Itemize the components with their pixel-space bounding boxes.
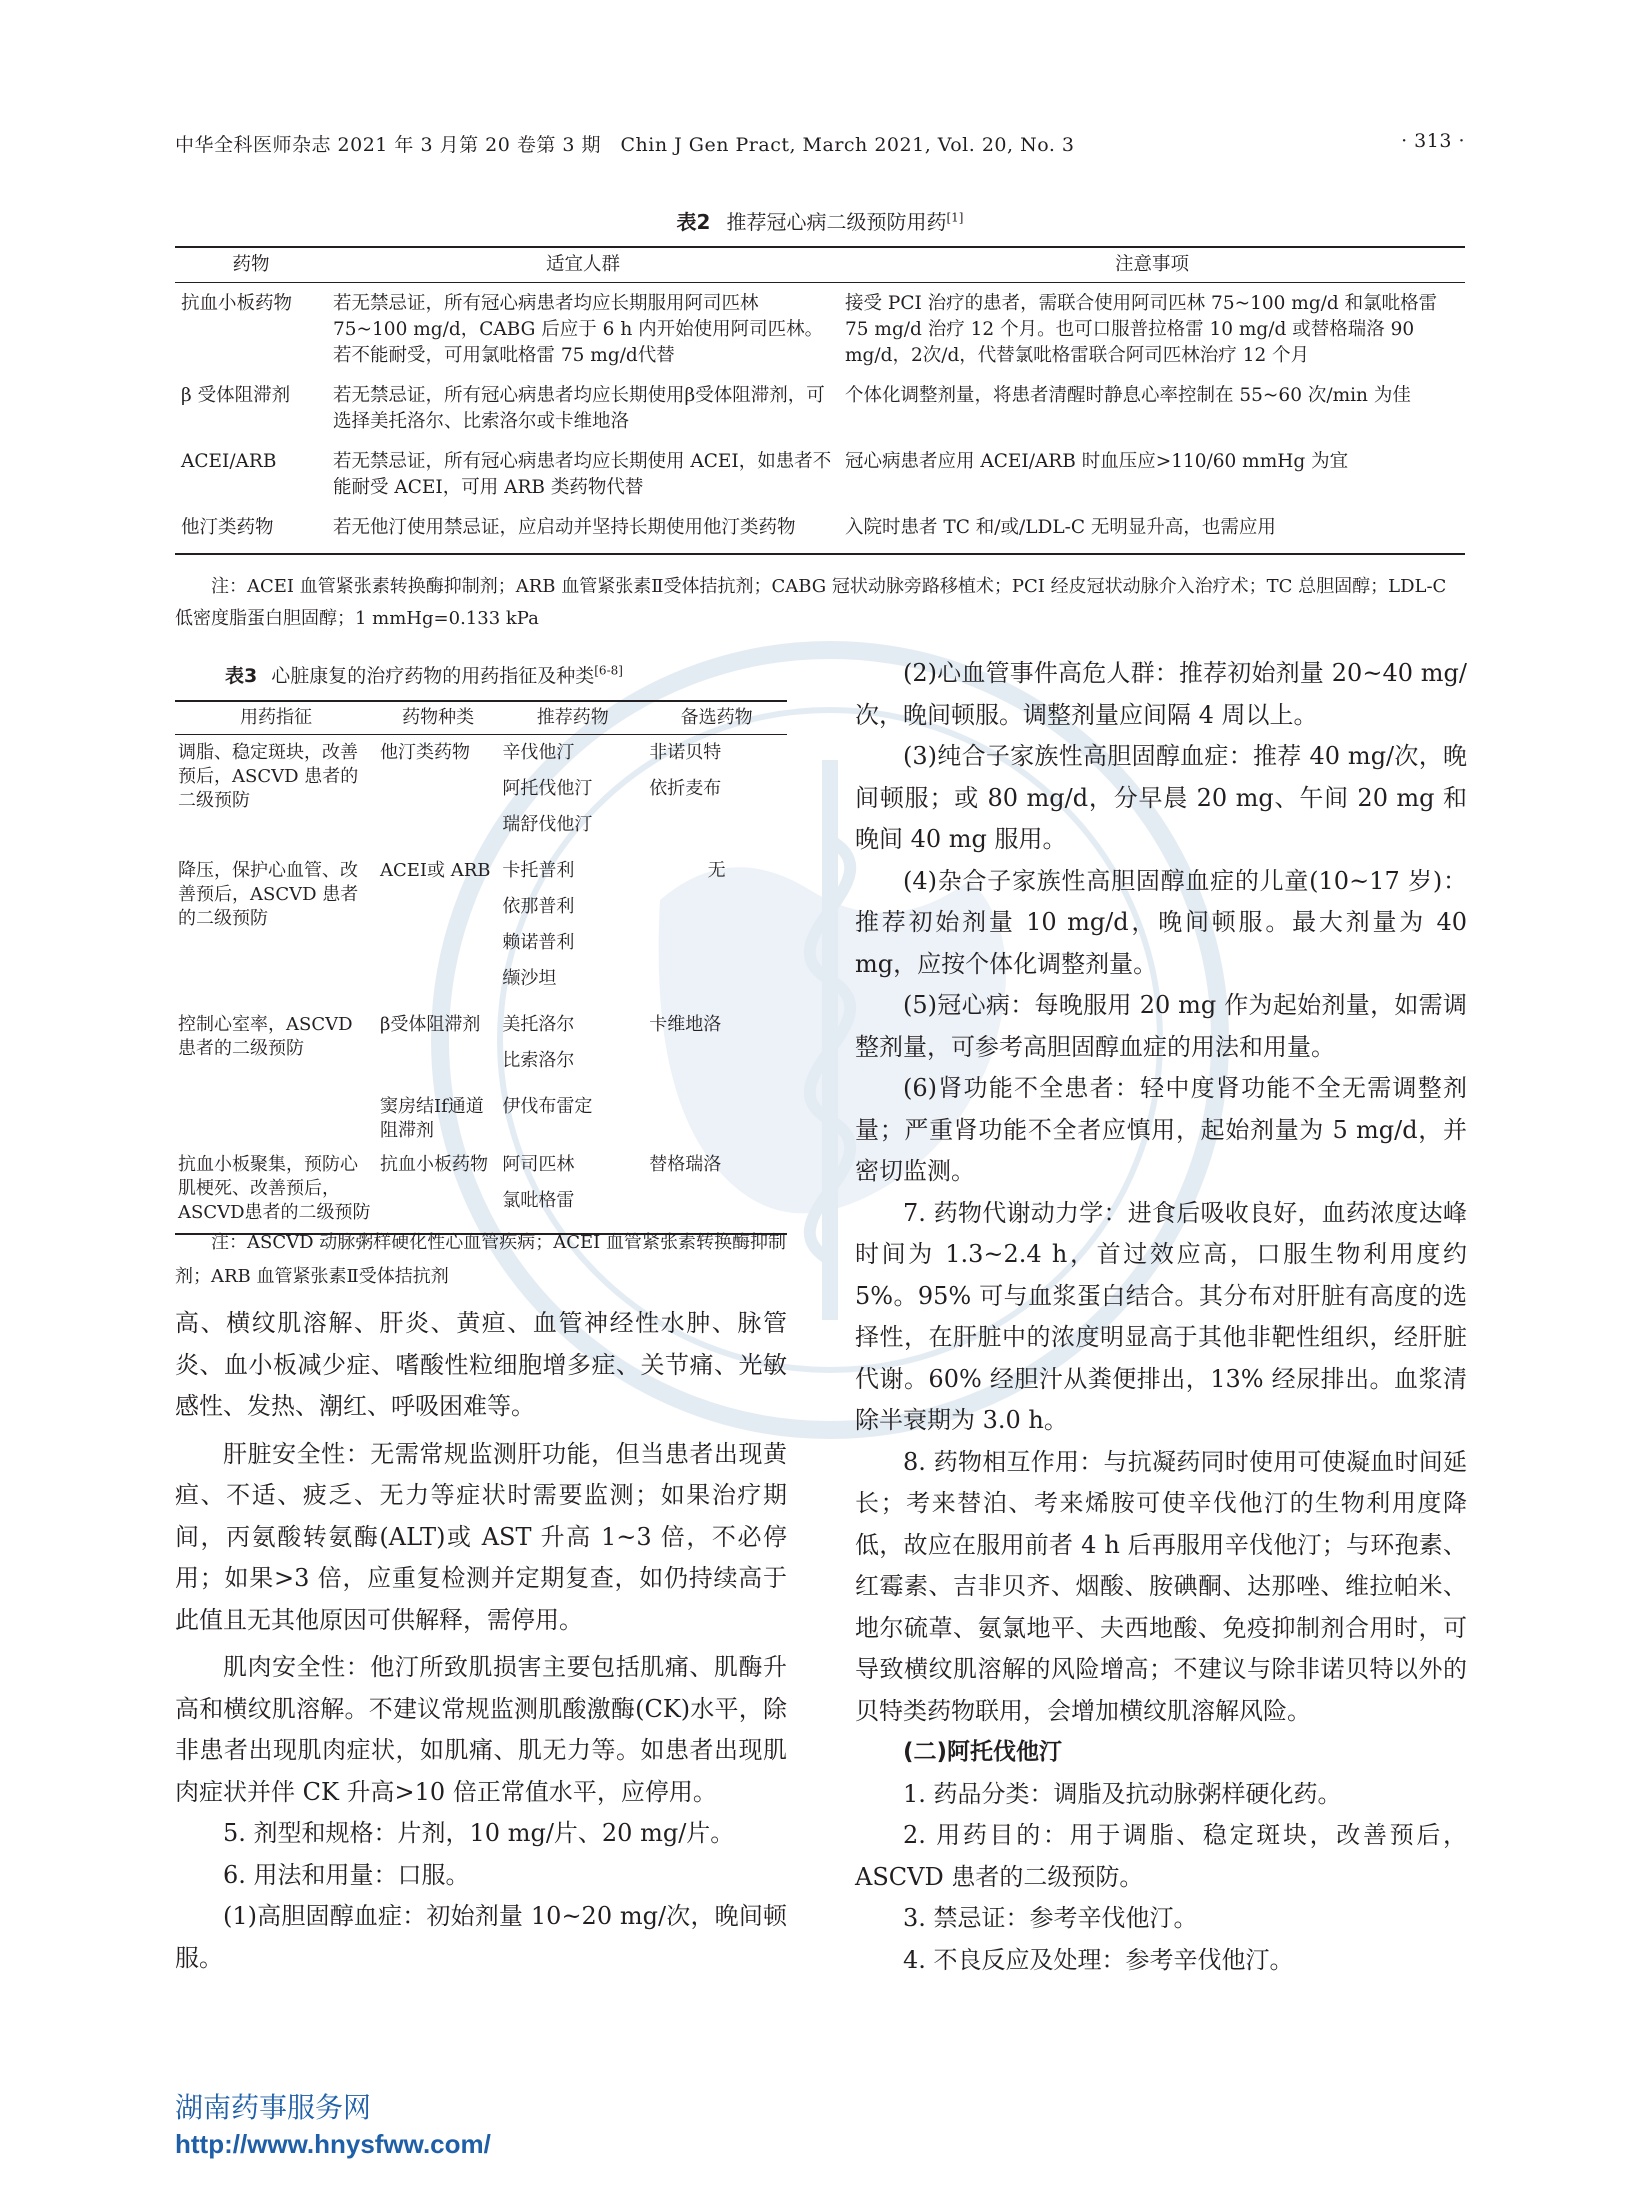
footer	[175, 2090, 491, 2162]
table-cell: 若无禁忌证，所有冠心病患者均应长期使用β受体阻滞剂，可选择美托洛尔、比索洛尔或卡维地洛	[333, 385, 825, 432]
right-column	[855, 653, 1467, 1981]
alt-drug-name: 无	[707, 860, 726, 881]
table-row	[175, 507, 1465, 554]
table2-title: 推荐冠心病二级预防用药	[726, 210, 947, 234]
table-cell: 入院时患者 TC 和/或/LDL-C 无明显升高，也需应用	[839, 507, 1465, 554]
table-row	[175, 375, 1465, 441]
table-cell	[646, 735, 787, 854]
running-header	[175, 130, 1465, 166]
drug-name: 阿托伐他汀	[502, 778, 593, 799]
table-cell: 窦房结If通道阻滞剂	[379, 1096, 484, 1141]
table-cell	[499, 853, 646, 1007]
drug-name: 氯吡格雷	[502, 1190, 575, 1211]
table3-header: 药物种类	[377, 701, 499, 735]
table2-note: 注：ACEI 血管紧张素转换酶抑制剂；ARB 血管紧张素Ⅱ受体拮抗剂；CABG 冠状动脉旁路移植术；PCI 经皮冠状动脉介入治疗术；TC 总胆固醇；LDL-C 低密度脂蛋白胆固醇；1 mmHg=0.133 kPa	[175, 576, 1447, 629]
table3-label: 表3	[225, 665, 258, 687]
table-cell: 若无禁忌证，所有冠心病患者均应长期使用 ACEI，如患者不能耐受 ACEI，可用 ARB 类药物代替	[333, 451, 832, 498]
drug-name: 美托洛尔	[502, 1014, 575, 1035]
table-cell: 个体化调整剂量，将患者清醒时静息心率控制在 55~60 次/min 为佳	[845, 385, 1411, 406]
drug-name: 比索洛尔	[502, 1050, 575, 1071]
table-cell	[499, 1089, 646, 1147]
table2-header: 适宜人群	[327, 247, 839, 283]
table-cell: 抗血小板药物	[377, 1147, 499, 1234]
alt-drug-name: 卡维地洛	[649, 1014, 722, 1035]
journal-citation: 中华全科医师杂志 2021 年 3 月第 20 卷第 3 期 Chin J Gen Pract, March 2021, Vol. 20, No. 3	[175, 134, 1075, 156]
table3-ref: [6-8]	[594, 663, 623, 678]
table3-caption	[175, 661, 785, 688]
table-row	[175, 283, 1465, 376]
paragraph: 6. 用法和用量：口服。	[223, 1860, 470, 1889]
drug-name: 阿司匹林	[502, 1154, 575, 1175]
table2	[175, 246, 1465, 555]
table3-header: 推荐药物	[499, 701, 646, 735]
table-cell: 接受 PCI 治疗的患者，需联合使用阿司匹林 75~100 mg/d 和氯吡格雷 75 mg/d 治疗 12 个月。也可口服普拉格雷 10 mg/d 或替格瑞洛 90 mg/d，2次/d，代替氯吡格雷联合阿司匹林治疗 12 个月	[845, 293, 1438, 366]
table-cell: 降压，保护心血管、改善预后，ASCVD 患者的二级预防	[178, 860, 359, 929]
table-cell: β受体阻滞剂	[379, 1014, 481, 1035]
paragraph: 高、横纹肌溶解、肝炎、黄疸、血管神经性水肿、脉管炎、血小板减少症、嗜酸性粒细胞增多症、关节痛、光敏感性、发热、潮红、呼吸困难等。	[175, 1309, 787, 1420]
table-cell	[646, 1089, 787, 1147]
drug-name: 卡托普利	[502, 860, 575, 881]
table-cell: ACEI/ARB	[181, 451, 277, 472]
drug-name: 赖诺普利	[502, 932, 575, 953]
table-cell: 若无禁忌证，所有冠心病患者均应长期服用阿司匹林 75~100 mg/d，CABG 后应于 6 h 内开始使用阿司匹林。若不能耐受，可用氯吡格雷 75 mg/d代替	[333, 293, 824, 366]
table3-header: 备选药物	[646, 701, 787, 735]
table-cell: 他汀类药物	[175, 507, 327, 554]
table-cell: 控制心室率，ASCVD 患者的二级预防	[178, 1014, 353, 1059]
drug-name: 依那普利	[502, 896, 575, 917]
paragraph: (6)肾功能不全患者：轻中度肾功能不全无需调整剂量；严重肾功能不全者应慎用，起始剂量为 5 mg/d，并密切监测。	[855, 1074, 1467, 1185]
alt-drug-name: 替格瑞洛	[649, 1154, 722, 1175]
drug-name: 辛伐他汀	[502, 742, 575, 763]
paragraph: 肝脏安全性：无需常规监测肝功能，但当患者出现黄疸、不适、疲乏、无力等症状时需要监测；如果治疗期间，丙氨酸转氨酶(ALT)或 AST 升高 1~3 倍，不必停用；如果>3 倍，应重复检测并定期复查，如仍持续高于此值且无其他原因可供解释，需停用。	[175, 1439, 787, 1634]
table-cell: 若无他汀使用禁忌证，应启动并坚持长期使用他汀类药物	[327, 507, 839, 554]
alt-drug-name: 非诺贝特	[649, 742, 722, 763]
table3-header: 用药指征	[175, 701, 377, 735]
table-row	[175, 735, 787, 854]
table2-header: 药物	[175, 247, 327, 283]
table3	[175, 700, 787, 1235]
table-cell	[646, 853, 787, 1007]
table-cell	[646, 1147, 787, 1234]
paragraph: (5)冠心病：每晚服用 20 mg 作为起始剂量，如需调整剂量，可参考高胆固醇血症的用法和用量。	[855, 991, 1467, 1061]
paragraph: 2. 用药目的：用于调脂、稳定斑块，改善预后，ASCVD 患者的二级预防。	[855, 1821, 1467, 1891]
table-cell: β 受体阻滞剂	[181, 385, 291, 406]
table-cell	[499, 1007, 646, 1089]
alt-drug-name: 依折麦布	[649, 778, 722, 799]
table-cell: ACEI或 ARB	[379, 860, 491, 881]
table-row	[175, 1147, 787, 1234]
site-url-link[interactable]: http://www.hnysfww.com/	[175, 2129, 491, 2159]
table-cell: 冠心病患者应用 ACEI/ARB 时血压应>110/60 mmHg 为宜	[845, 451, 1349, 472]
table2-label: 表2	[676, 210, 711, 234]
paragraph: (2)心血管事件高危人群：推荐初始剂量 20~40 mg/次，晚间顿服。调整剂量应间隔 4 周以上。	[855, 659, 1467, 729]
drug-name: 缬沙坦	[502, 968, 557, 989]
table2-caption	[175, 206, 1465, 235]
table-cell: 他汀类药物	[379, 742, 470, 763]
paragraph: (1)高胆固醇血症：初始剂量 10~20 mg/次，晚间顿服。	[175, 1902, 787, 1972]
left-column	[175, 1303, 787, 1979]
paragraph: 肌肉安全性：他汀所致肌损害主要包括肌痛、肌酶升高和横纹肌溶解。不建议常规监测肌酸激酶(CK)水平，除非患者出现肌肉症状，如肌痛、肌无力等。如患者出现肌肉症状并伴 CK 升高>10 倍正常值水平，应停用。	[175, 1653, 787, 1806]
paragraph: (4)杂合子家族性高胆固醇血症的儿童(10~17 岁)：推荐初始剂量 10 mg/d，晚间顿服。最大剂量为 40 mg，应按个体化调整剂量。	[855, 866, 1467, 978]
drug-name: 瑞舒伐他汀	[502, 814, 593, 835]
table-cell: 抗血小板聚集，预防心肌梗死、改善预后，ASCVD患者的二级预防	[175, 1147, 377, 1234]
section-heading: (二)阿托伐他汀	[903, 1739, 1063, 1765]
paragraph: (3)纯合子家族性高胆固醇血症：推荐 40 mg/次，晚间顿服；或 80 mg/d，分早晨 20 mg、午间 20 mg 和晚间 40 mg 服用。	[855, 742, 1467, 853]
table3-note: 注：ASCVD 动脉粥样硬化性心血管疾病；ACEI 血管紧张素转换酶抑制剂；ARB 血管紧张素Ⅱ受体拮抗剂	[175, 1232, 786, 1287]
table-row	[175, 441, 1465, 507]
table3-title: 心脏康复的治疗药物的用药指征及种类	[271, 665, 595, 687]
drug-name: 伊伐布雷定	[502, 1096, 593, 1117]
table2-ref: [1]	[946, 210, 964, 225]
paragraph: 7. 药物代谢动力学：进食后吸收良好，血药浓度达峰时间为 1.3~2.4 h，首过效应高，口服生物利用度约 5%。95% 可与血浆蛋白结合。其分布对肝脏有高度的选择性，在肝脏中的浓度明显高于其他非靶性组织，经肝脏代谢。60% 经胆汁从粪便排出，13% 经尿排出。血浆清除半衰期为 3.0 h。	[855, 1198, 1467, 1434]
paragraph: 4. 不良反应及处理：参考辛伐他汀。	[903, 1945, 1294, 1974]
paragraph: 8. 药物相互作用：与抗凝药同时使用可使凝血时间延长；考来替泊、考来烯胺可使辛伐他汀的生物利用度降低，故应在服用前者 4 h 后再服用辛伐他汀；与环孢素、红霉素、吉非贝齐、烟酸、胺碘酮、达那唑、维拉帕米、地尔硫䓬、氨氯地平、夫西地酸、免疫抑制剂合用时，可导致横纹肌溶解的风险增高；不建议与除非诺贝特以外的贝特类药物联用，会增加横纹肌溶解风险。	[855, 1447, 1467, 1725]
paragraph: 5. 剂型和规格：片剂，10 mg/片、20 mg/片。	[223, 1819, 735, 1847]
site-name: 湖南药事服务网	[175, 2092, 372, 2123]
table-row	[175, 853, 787, 1007]
table2-header: 注意事项	[839, 247, 1465, 283]
paragraph: 3. 禁忌证：参考辛伐他汀。	[903, 1904, 1198, 1932]
table-cell	[499, 1147, 646, 1234]
table-cell: 抗血小板药物	[181, 293, 293, 314]
table-cell	[646, 1007, 787, 1089]
table-cell	[175, 1089, 377, 1147]
table-cell	[499, 735, 646, 854]
table-row	[175, 1007, 787, 1089]
table-row	[175, 1089, 787, 1147]
table-cell: 调脂、稳定斑块，改善预后，ASCVD 患者的二级预防	[178, 742, 359, 811]
paragraph: 1. 药品分类：调脂及抗动脉粥样硬化药。	[903, 1779, 1342, 1808]
page-number: · 313 ·	[1401, 130, 1465, 152]
